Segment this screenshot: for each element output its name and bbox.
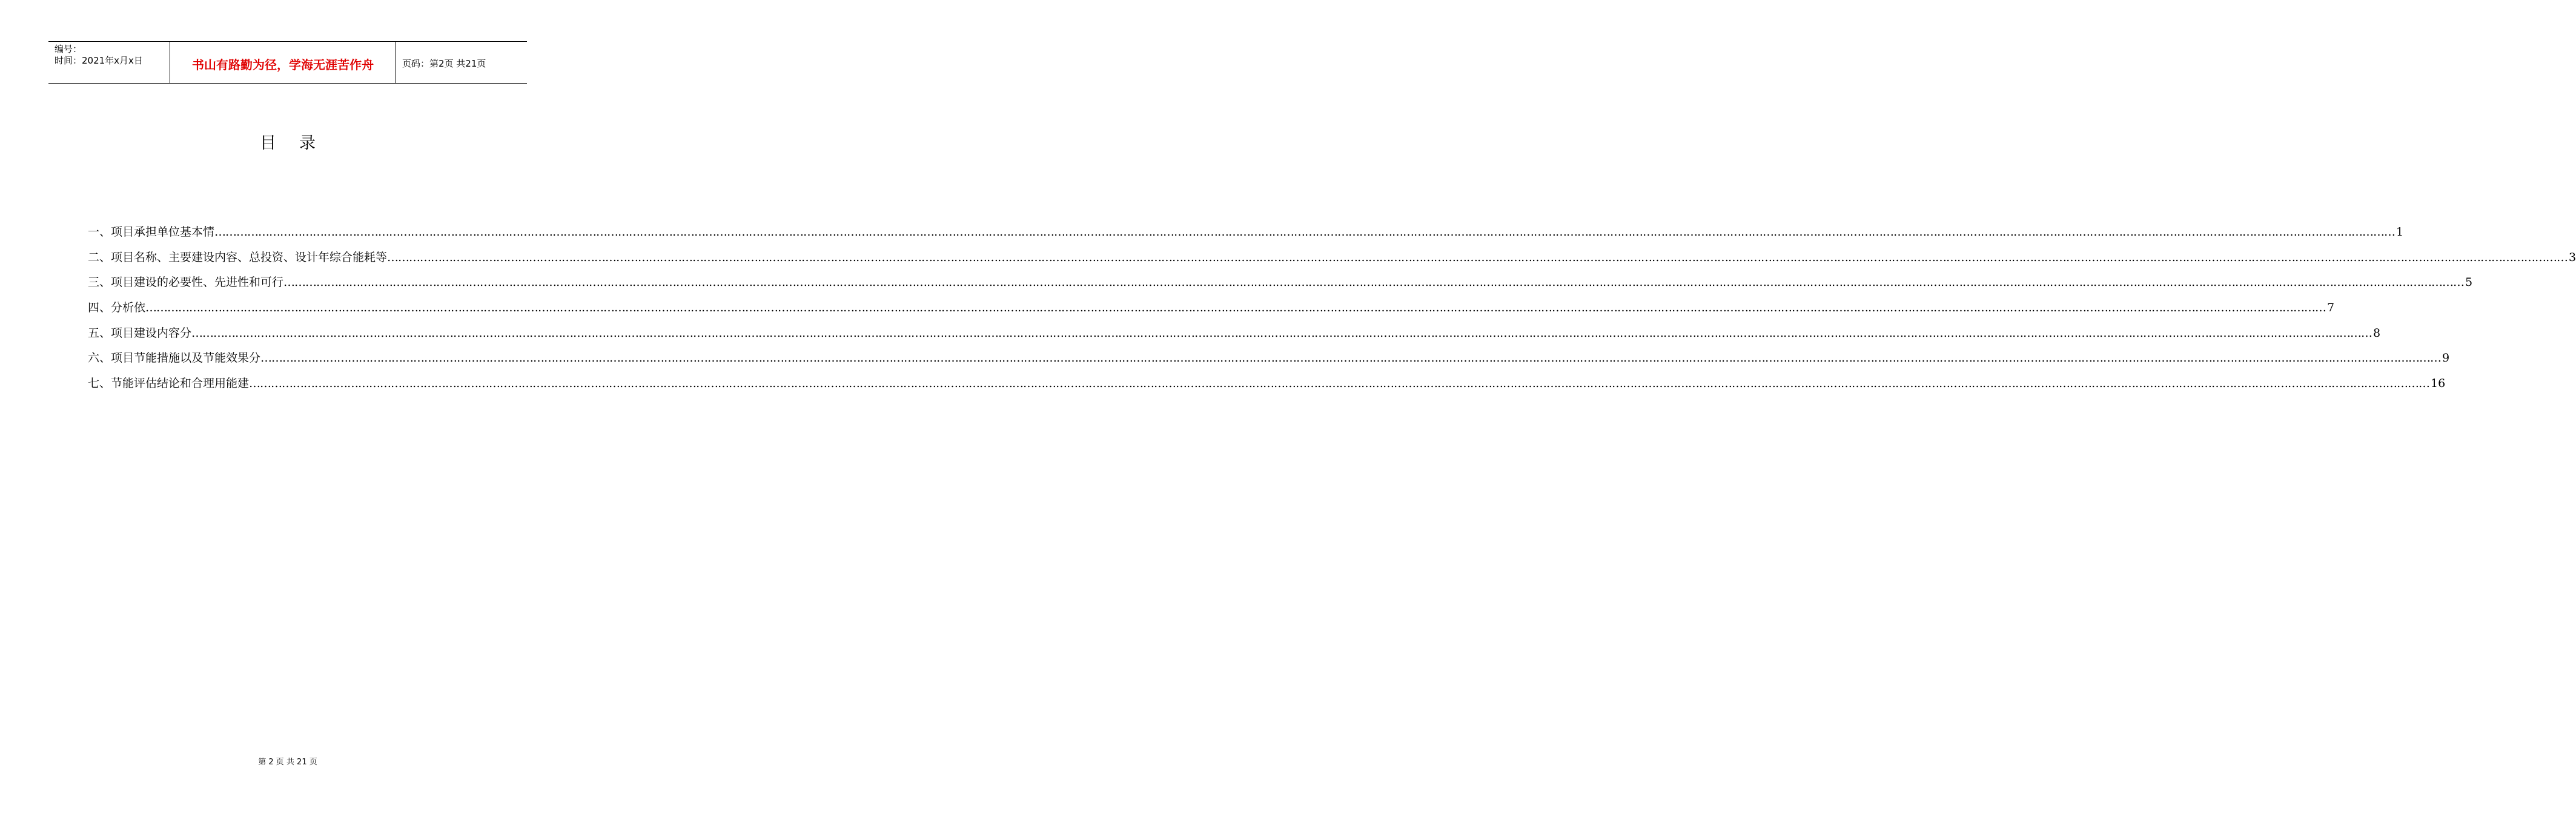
toc-entry[interactable] [88, 374, 2446, 400]
toc-entry-label: 五、项目建设内容分 [88, 326, 192, 340]
toc-entry-page: 16 [2431, 377, 2446, 391]
toc-leader-dots: …………………………………………………………………………………………………………………………………………………………………………………………………………………………………………………………………………………………………………………………………………………………………………………………………………………………………………………………………………………………………………………………………………………… [249, 377, 2430, 391]
toc-entry[interactable] [88, 248, 2576, 274]
header-meta-cell [48, 42, 170, 83]
toc-entry[interactable] [88, 273, 2473, 299]
toc-entry-label: 七、节能评估结论和合理用能建 [88, 377, 250, 391]
toc-leader-dots: …………………………………………………………………………………………………………………………………………………………………………………………………………………………………………………………………………………………………………………………………………………………………………………………………………………………………………………………………………………………………………………………………………………… [387, 250, 2568, 264]
toc-entry-label: 二、项目名称、主要建设内容、总投资、设计年综合能耗等 [88, 250, 388, 264]
toc-entry-label: 三、项目建设的必要性、先进性和可行 [88, 276, 284, 290]
toc-entry-page: 5 [2465, 276, 2473, 290]
toc-entry[interactable] [88, 299, 2335, 324]
toc-entry[interactable] [88, 349, 2450, 374]
toc-entry-label: 六、项目节能措施以及节能效果分 [88, 351, 261, 365]
toc-entry-label: 四、分析依 [88, 301, 146, 315]
document-time-label: 时间：2021年x月x日 [55, 55, 143, 66]
toc-leader-dots: …………………………………………………………………………………………………………………………………………………………………………………………………………………………………………………………………………………………………………………………………………………………………………………………………………………………………………………………………………………………………………………………………………………… [283, 276, 2465, 290]
toc-entry-page: 3 [2569, 250, 2576, 264]
toc-entry-page: 1 [2396, 225, 2404, 239]
toc-entry-page: 9 [2442, 351, 2450, 365]
toc-leader-dots: …………………………………………………………………………………………………………………………………………………………………………………………………………………………………………………………………………………………………………………………………………………………………………………………………………………………………………………………………………………………………………………………………………………… [214, 225, 2396, 239]
toc-leader-dots: …………………………………………………………………………………………………………………………………………………………………………………………………………………………………………………………………………………………………………………………………………………………………………………………………………………………………………………………………………………………………………………………………………………… [145, 301, 2326, 315]
header-motto: 书山有路勤为径，学海无涯苦作舟 [170, 42, 396, 83]
toc-title: 目录 [260, 134, 339, 153]
page-footer: 第 2 页 共 21 页 [258, 758, 317, 767]
toc-entry-label: 一、项目承担单位基本情 [88, 225, 215, 239]
toc-leader-dots: …………………………………………………………………………………………………………………………………………………………………………………………………………………………………………………………………………………………………………………………………………………………………………………………………………………………………………………………………………………………………………………………………………………… [260, 351, 2442, 365]
toc-entry[interactable] [88, 324, 2381, 349]
toc-leader-dots: …………………………………………………………………………………………………………………………………………………………………………………………………………………………………………………………………………………………………………………………………………………………………………………………………………………………………………………………………………………………………………………………………………………… [191, 326, 2372, 340]
toc-entry[interactable] [88, 223, 2404, 248]
page-header [48, 41, 527, 84]
toc-entry-page: 7 [2327, 301, 2335, 315]
header-page-info: 页码：第2页 共21页 [402, 58, 486, 69]
table-of-contents [88, 223, 2576, 400]
toc-entry-page: 8 [2373, 326, 2381, 340]
document-number-label: 编号： [55, 44, 82, 55]
